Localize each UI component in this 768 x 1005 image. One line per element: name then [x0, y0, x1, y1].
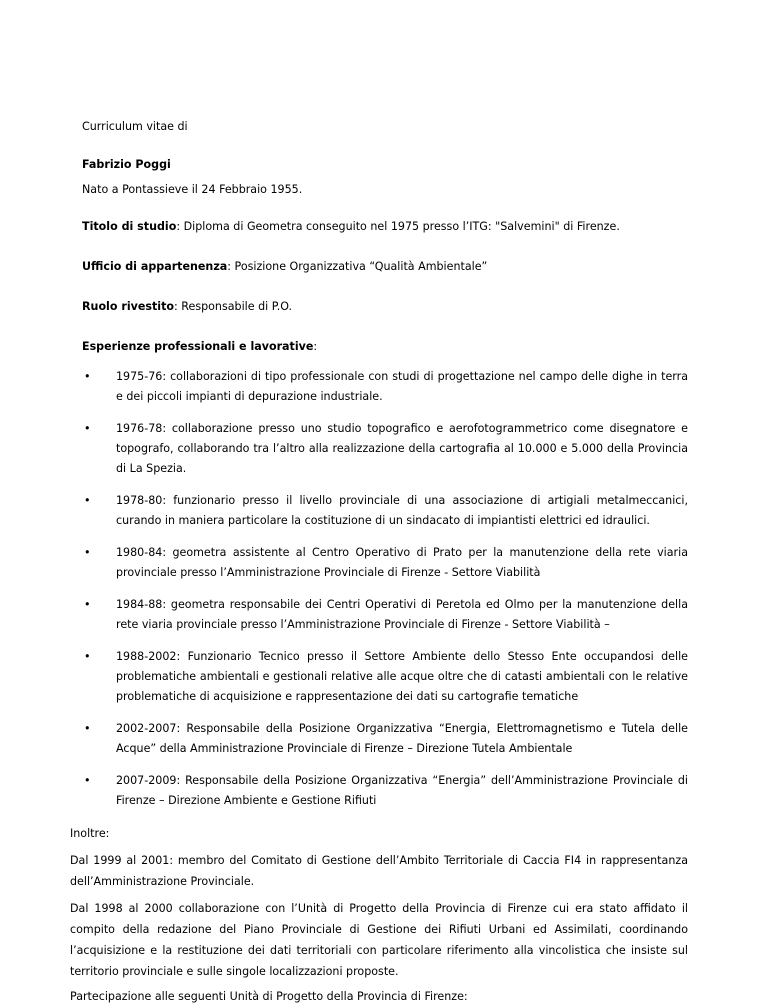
role-label: Ruolo rivestito	[82, 300, 175, 313]
experience-text: 1975-76: collaborazioni di tipo professionale con studi di progettazione nel campo delle dighe in terra e dei piccoli impianti di depurazione industriale.	[116, 370, 688, 403]
list-item	[82, 543, 688, 583]
list-item	[82, 491, 688, 531]
bullet-icon: •	[84, 422, 91, 435]
experience-heading	[82, 338, 688, 355]
office-label: Ufficio di appartenenza	[82, 260, 228, 273]
bullet-icon: •	[84, 494, 91, 507]
bullet-icon: •	[84, 370, 91, 383]
education-line	[82, 218, 688, 235]
role-line	[82, 298, 688, 315]
bullet-icon: •	[84, 650, 91, 663]
education-label: Titolo di studio	[82, 220, 177, 233]
office-line	[82, 258, 688, 275]
bullet-icon: •	[84, 774, 91, 787]
bullet-icon: •	[84, 598, 91, 611]
bullet-icon: •	[84, 546, 91, 559]
list-item	[82, 419, 688, 479]
experience-text: 2007-2009: Responsabile della Posizione Organizzativa “Energia” dell’Amministrazione Provinciale di Firenze – Direzione Ambiente e Gestione Rifiuti	[116, 774, 688, 807]
experience-text: 1980-84: geometra assistente al Centro Operativo di Prato per la manutenzione della rete viaria provinciale presso l’Amministrazione Provinciale di Firenze - Settore Viabilità	[116, 546, 688, 579]
experience-text: 1984-88: geometra responsabile dei Centri Operativi di Peretola ed Olmo per la manutenzione della rete viaria provinciale presso l’Amministrazione Provinciale di Firenze - Settore Viabilità –	[116, 598, 688, 631]
role-text: : Responsabile di P.O.	[174, 300, 293, 313]
other-label: Inoltre:	[70, 827, 110, 840]
education-text: : Diploma di Geometra conseguito nel 1975 presso l’ITG: "Salvemini" di Firenze.	[176, 220, 620, 233]
experience-text: 1988-2002: Funzionario Tecnico presso il Settore Ambiente dello Stesso Ente occupandosi delle problematiche ambientali e gestionali relative alle acque oltre che di catasti ambientali con le relative problematiche di acquisizione e rappresentazione dei dati su cartografie tematiche	[116, 650, 688, 703]
list-item	[82, 719, 688, 759]
experience-list	[82, 367, 688, 811]
cv-heading: Curriculum vitae di	[82, 120, 188, 133]
person-name: Fabrizio Poggi	[82, 158, 171, 171]
document-body	[70, 118, 688, 1005]
list-item	[82, 647, 688, 707]
paragraph-hunting-committee: Dal 1999 al 2001: membro del Comitato di Gestione dell’Ambito Territoriale di Caccia FI4 in rappresentanza dell’Amministrazione Provinciale.	[70, 854, 688, 888]
bullet-icon: •	[84, 722, 91, 735]
experience-text: 2002-2007: Responsabile della Posizione Organizzativa “Energia, Elettromagnetismo e Tutela delle Acque” della Amministrazione Provinciale di Firenze – Direzione Tutela Ambientale	[116, 722, 688, 755]
birth-info: Nato a Pontassieve il 24 Febbraio 1955.	[82, 183, 303, 196]
paragraph-project-units: Partecipazione alle seguenti Unità di Progetto della Provincia di Firenze:	[70, 990, 468, 1003]
experience-text: 1976-78: collaborazione presso uno studio topografico e aerofotogrammetrico come disegnatore e topografo, collaborando tra l’altro alla realizzazione della cartografia al 10.000 e 5.000 della Provincia di La Spezia.	[116, 422, 688, 475]
list-item	[82, 595, 688, 635]
list-item	[82, 367, 688, 407]
experience-label: Esperienze professionali e lavorative	[82, 340, 314, 353]
experience-suffix: :	[313, 340, 318, 353]
experience-text: 1978-80: funzionario presso il livello provinciale di una associazione di artigiali metalmeccanici, curando in maniera particolare la costituzione di un sindacato di impiantisti elettrici ed idraulici.	[116, 494, 688, 527]
paragraph-waste-plan: Dal 1998 al 2000 collaborazione con l’Unità di Progetto della Provincia di Firenze cui era stato affidato il compito della redazione del Piano Provinciale di Gestione dei Rifiuti Urbani ed Assimilati, coordinando l’acquisizione e la restituzione dei dati territoriali con particolare riferimento alla vincolistica che insiste sul territorio provinciale e sulle singole localizzazioni proposte.	[70, 902, 688, 978]
list-item	[82, 771, 688, 811]
office-text: : Posizione Organizzativa “Qualità Ambientale”	[227, 260, 488, 273]
